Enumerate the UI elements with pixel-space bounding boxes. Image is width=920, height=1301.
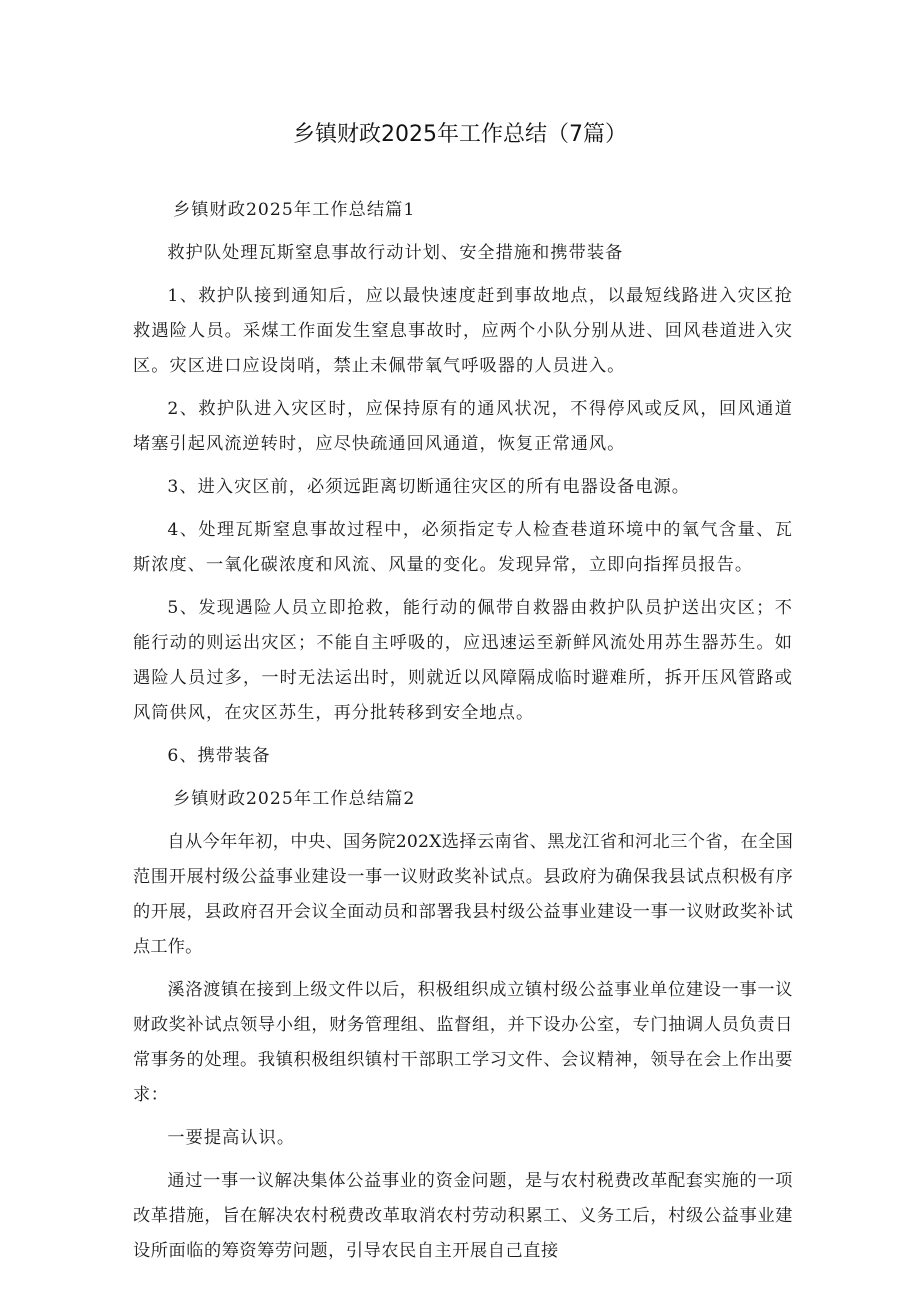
paragraph-town-action: 溪洛渡镇在接到上级文件以后，积极组织成立镇村级公益事业单位建设一事一议财政奖补试点领导小组，财务管理组、监督组，并下设办公室，专门抽调人员负责日常事务的处理。我镇积极组织镇村干部职工学习文件、会议精神，领导在会上作出要求： — [133, 980, 793, 1105]
paragraph-requirement-detail: 通过一事一议解决集体公益事业的资金问题，是与农村税费改革配套实施的一项改革措施，旨在解决农村税费改革取消农村劳动积累工、义务工后，村级公益事业建设所面临的筹资筹劳问题，引导农民自主开展自己直接 — [133, 1171, 793, 1261]
document-body — [133, 193, 793, 1277]
paragraph-item-5: 5、发现遇险人员立即抢救，能行动的佩带自救器由救护队员护送出灾区；不能行动的则运出灾区；不能自主呼吸的，应迅速运至新鲜风流处用苏生器苏生。如遇险人员过多，一时无法运出时，则就近以风障隔成临时避难所，拆开压风管路或风筒供风，在灾区苏生，再分批转移到安全地点。 — [133, 598, 793, 723]
document-title: 乡镇财政2025年工作总结（7篇） — [293, 122, 627, 147]
paragraph-item-2: 2、救护队进入灾区时，应保持原有的通风状况，不得停风或反风，回风通道堵塞引起风流逆转时，应尽快疏通回风通道，恢复正常通风。 — [133, 399, 793, 454]
paragraph-plan-title: 救护队处理瓦斯窒息事故行动计划、安全措施和携带装备 — [167, 243, 624, 263]
paragraph-item-4: 4、处理瓦斯窒息事故过程中，必须指定专人检查巷道环境中的氧气含量、瓦斯浓度、一氧化碳浓度和风流、风量的变化。发现异常，立即向指挥员报告。 — [133, 520, 793, 575]
paragraph-item-3: 3、进入灾区前，必须远距离切断通往灾区的所有电器设备电源。 — [167, 477, 691, 497]
paragraph-item-1: 1、救护队接到通知后，应以最快速度赶到事故地点，以最短线路进入灾区抢救遇险人员。采煤工作面发生窒息事故时，应两个小队分别从进、回风巷道进入灾区。灾区进口应设岗哨，禁止未佩带氧气呼吸器的人员进入。 — [133, 286, 793, 376]
paragraph-item-6: 6、携带装备 — [167, 746, 271, 766]
section-heading-1: 乡镇财政2025年工作总结篇1 — [173, 200, 416, 220]
section-heading-2: 乡镇财政2025年工作总结篇2 — [173, 789, 416, 809]
paragraph-pilot-intro: 自从今年年初，中央、国务院202X选择云南省、黑龙江省和河北三个省，在全国范围开展村级公益事业建设一事一议财政奖补试点。县政府为确保我县试点积极有序的开展，县政府召开会议全面动员和部署我县村级公益事业建设一事一议财政奖补试点工作。 — [133, 832, 793, 957]
paragraph-requirement-1: 一要提高认识。 — [167, 1128, 296, 1148]
